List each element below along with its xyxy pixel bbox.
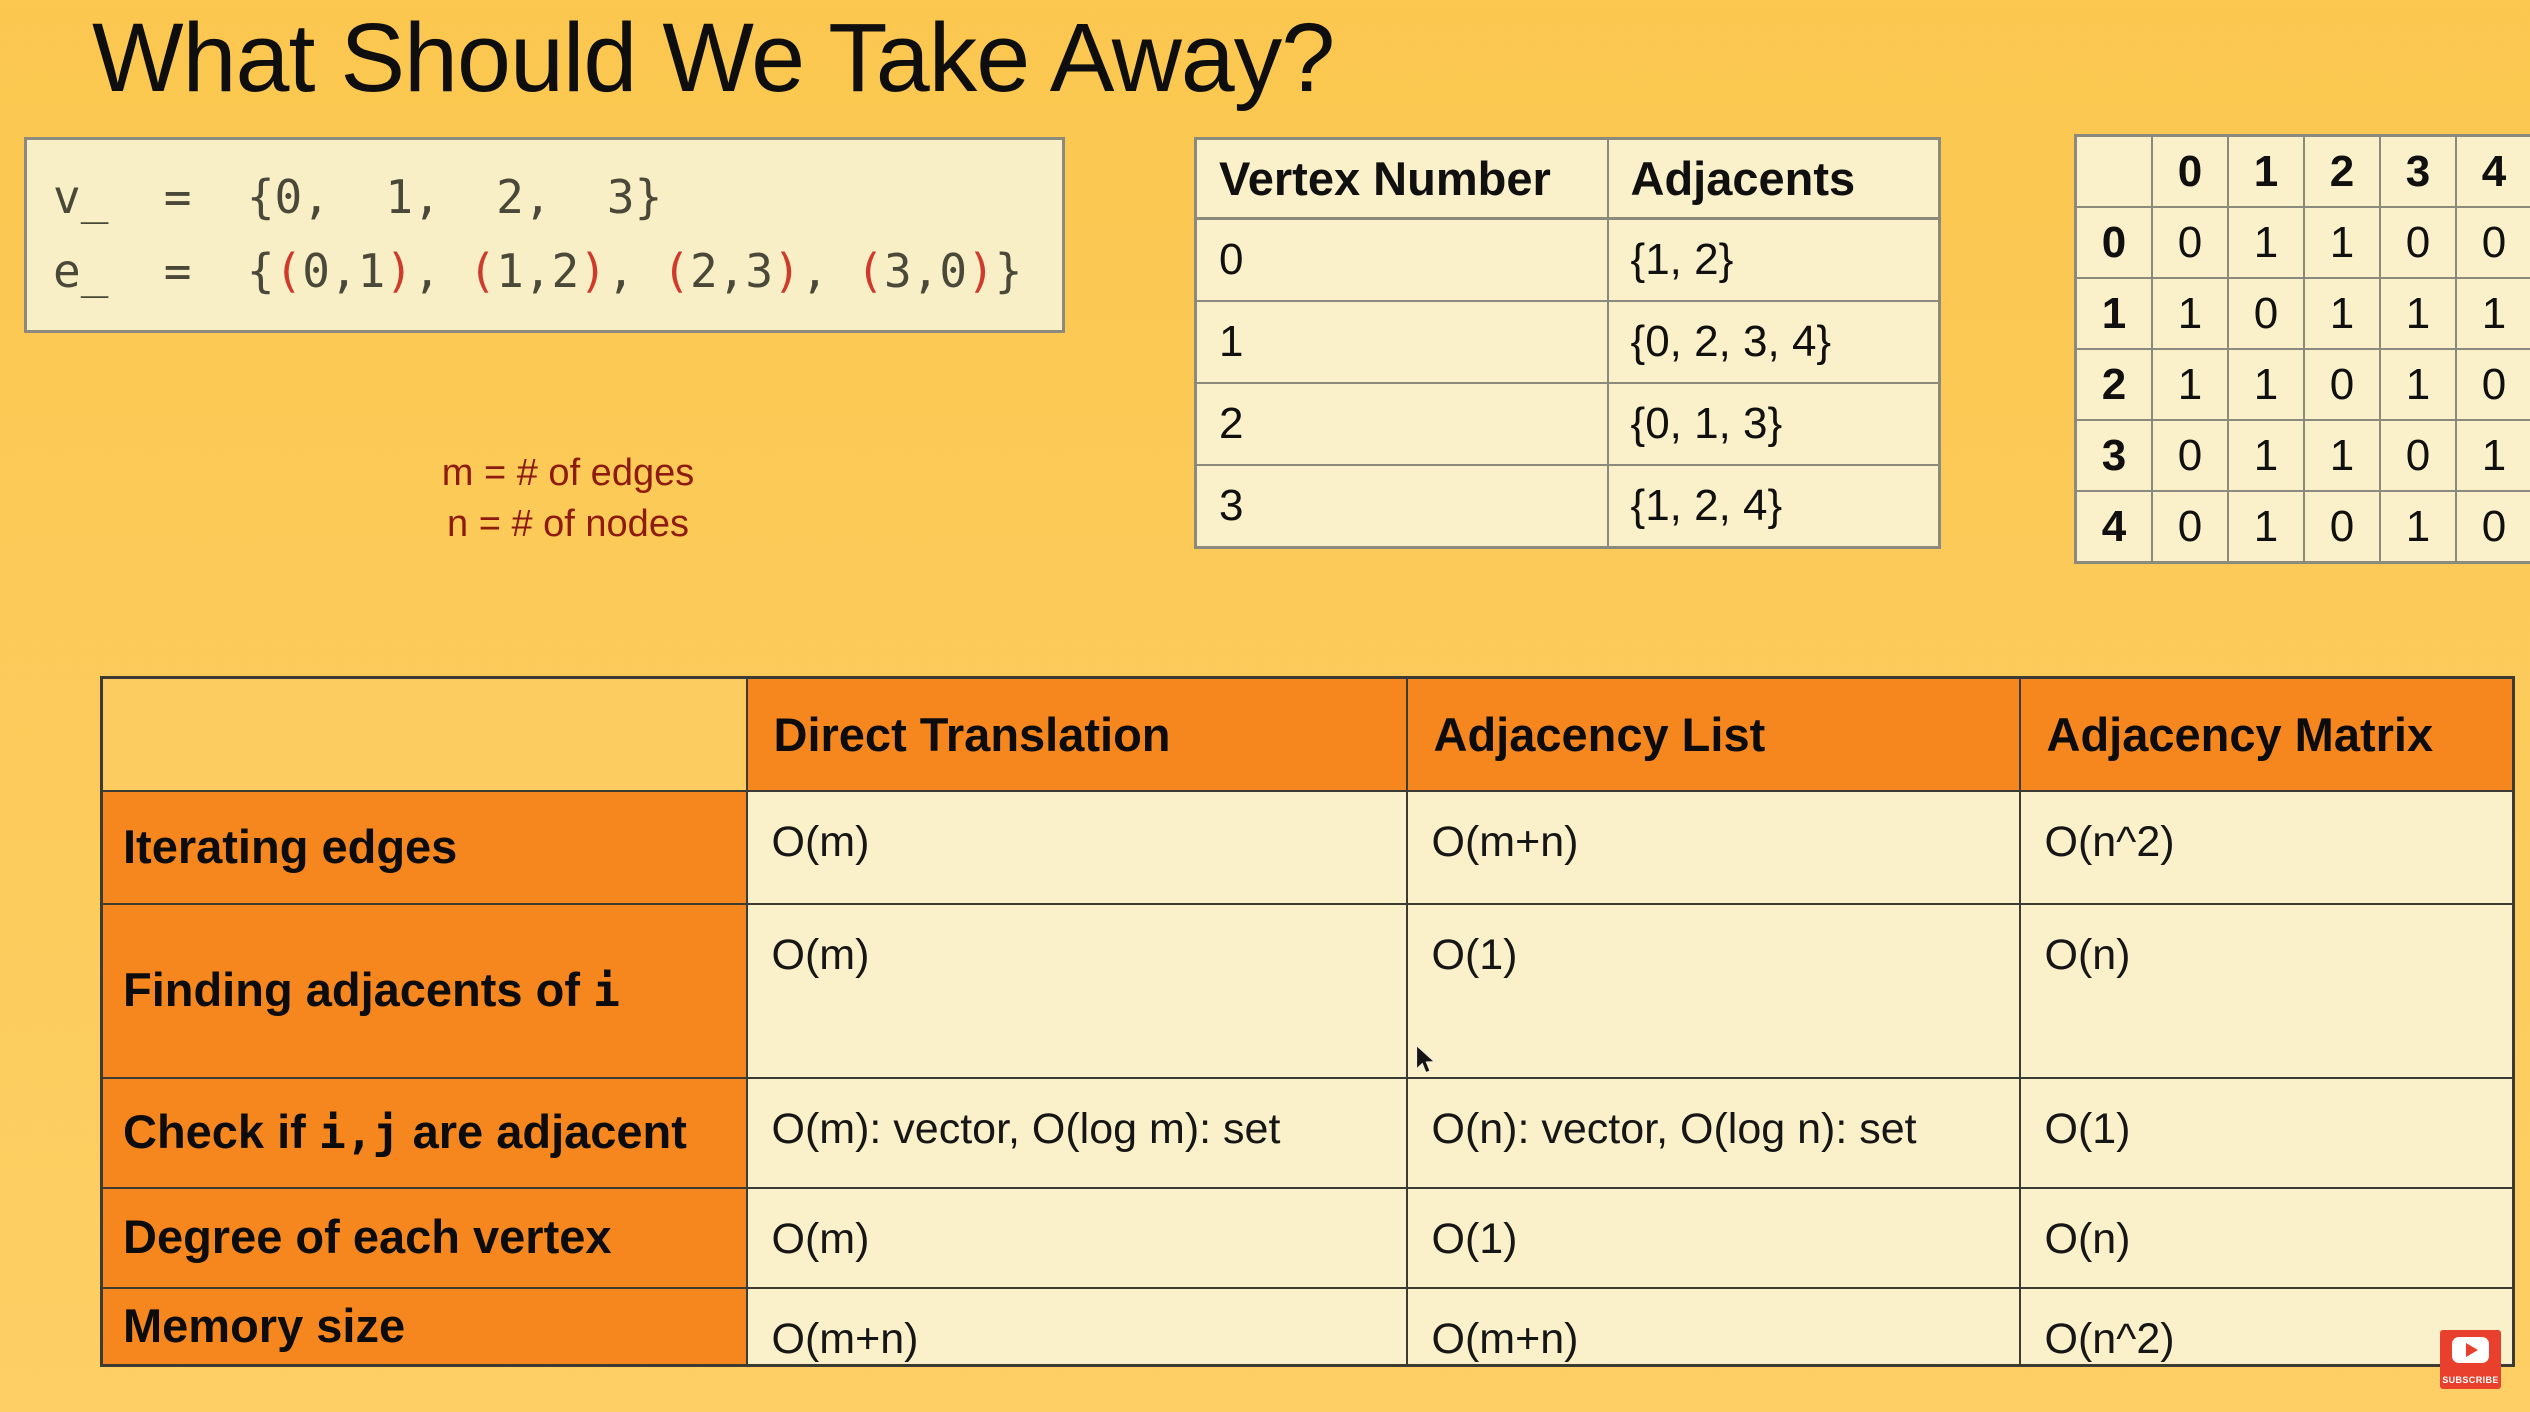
matrix-value-cell: 0 bbox=[2228, 278, 2304, 349]
comparison-value-cell: O(m+n) bbox=[747, 1288, 1407, 1366]
code-token: , bbox=[606, 244, 663, 298]
code-snippet-box bbox=[24, 137, 1065, 333]
comparison-row bbox=[102, 1188, 2514, 1288]
matrix-value-cell: 0 bbox=[2380, 420, 2456, 491]
comparison-row bbox=[102, 1078, 2514, 1188]
code-paren-token: ( bbox=[662, 244, 691, 298]
comparison-row bbox=[102, 791, 2514, 904]
matrix-value-cell: 0 bbox=[2380, 207, 2456, 278]
vertex-table-cell: 2 bbox=[1196, 383, 1608, 465]
matrix-value-cell: 1 bbox=[2228, 491, 2304, 563]
code-paren-token: ( bbox=[468, 244, 497, 298]
matrix-value-cell: 1 bbox=[2152, 278, 2228, 349]
code-token: , bbox=[800, 244, 857, 298]
matrix-row bbox=[2076, 420, 2530, 491]
vertex-table-cell: 3 bbox=[1196, 465, 1608, 548]
matrix-value-cell: 1 bbox=[2304, 420, 2380, 491]
matrix-value-cell: 1 bbox=[2228, 349, 2304, 420]
vertex-table-cell: 0 bbox=[1196, 219, 1608, 302]
comparison-value-cell: O(n^2) bbox=[2020, 1288, 2514, 1366]
youtube-play-icon bbox=[2452, 1337, 2489, 1363]
matrix-row bbox=[2076, 278, 2530, 349]
comparison-value-cell: O(1) bbox=[1407, 1188, 2020, 1288]
matrix-value-cell: 1 bbox=[2228, 420, 2304, 491]
code-paren-token: ) bbox=[773, 244, 801, 298]
vertex-table-row bbox=[1196, 465, 1940, 548]
comparison-row bbox=[102, 904, 2514, 1078]
code-paren-token: ( bbox=[856, 244, 884, 298]
matrix-value-cell: 0 bbox=[2304, 491, 2380, 563]
row-label-code-token: i bbox=[593, 965, 620, 1018]
matrix-value-cell: 1 bbox=[2380, 349, 2456, 420]
comparison-value-cell: O(m): vector, O(log m): set bbox=[747, 1078, 1407, 1188]
vertex-table-row bbox=[1196, 301, 1940, 383]
matrix-value-cell: 0 bbox=[2304, 349, 2380, 420]
comparison-column-header: Adjacency List bbox=[1407, 678, 2020, 791]
mouse-cursor-icon bbox=[1414, 1044, 1440, 1076]
comparison-value-cell: O(1) bbox=[2020, 1078, 2514, 1188]
matrix-row-header: 3 bbox=[2076, 420, 2153, 491]
comparison-row-label bbox=[102, 1288, 747, 1366]
vertex-adjacency-table bbox=[1194, 137, 1941, 549]
matrix-col-header: 4 bbox=[2456, 136, 2530, 208]
code-token: v_ = {0, 1, 2, 3} bbox=[53, 170, 663, 224]
row-label-code-token: i,j bbox=[318, 1107, 400, 1160]
comparison-blank-corner-cell bbox=[102, 678, 747, 791]
comparison-row bbox=[102, 1288, 2514, 1366]
comparison-value-cell: O(m+n) bbox=[1407, 791, 2020, 904]
comparison-value-cell: O(m+n) bbox=[1407, 1288, 2020, 1366]
matrix-row-header: 0 bbox=[2076, 207, 2153, 278]
code-paren-token: ) bbox=[385, 244, 414, 298]
code-paren-token: ( bbox=[274, 244, 303, 298]
comparison-row-label bbox=[102, 1188, 747, 1288]
matrix-row-header: 4 bbox=[2076, 491, 2153, 563]
vertex-table-header-row bbox=[1196, 139, 1940, 219]
vertex-table-header-cell: Vertex Number bbox=[1196, 139, 1608, 219]
code-token: } bbox=[994, 244, 1023, 298]
variable-legend bbox=[420, 448, 716, 550]
vertex-table-cell: {0, 2, 3, 4} bbox=[1608, 301, 1940, 383]
matrix-corner-cell bbox=[2076, 136, 2153, 208]
code-token: 0,1 bbox=[302, 244, 386, 298]
code-line-1 bbox=[53, 160, 1062, 234]
comparison-value-cell: O(m) bbox=[747, 791, 1407, 904]
code-token: 3,0 bbox=[883, 244, 968, 298]
complexity-comparison-table bbox=[100, 676, 2515, 1367]
adjacency-matrix-table bbox=[2074, 134, 2530, 564]
comparison-value-cell: O(n): vector, O(log n): set bbox=[1407, 1078, 2020, 1188]
row-label-text-token: Degree of each vertex bbox=[123, 1210, 612, 1264]
matrix-value-cell: 1 bbox=[2456, 420, 2530, 491]
matrix-value-cell: 0 bbox=[2456, 491, 2530, 563]
row-label-text-token: Check if bbox=[123, 1105, 319, 1159]
matrix-col-header: 3 bbox=[2380, 136, 2456, 208]
row-label-text-token: are adjacent bbox=[399, 1105, 687, 1159]
comparison-row-label bbox=[102, 1078, 747, 1188]
vertex-table-cell: 1 bbox=[1196, 301, 1608, 383]
code-paren-token: ) bbox=[967, 244, 995, 298]
comparison-value-cell: O(n^2) bbox=[2020, 791, 2514, 904]
comparison-row-label bbox=[102, 791, 747, 904]
matrix-row bbox=[2076, 491, 2530, 563]
comparison-column-header: Direct Translation bbox=[747, 678, 1407, 791]
legend-line-edges: m = # of edges bbox=[441, 452, 695, 494]
comparison-header-row bbox=[102, 678, 2514, 791]
matrix-value-cell: 1 bbox=[2456, 278, 2530, 349]
vertex-table-header-cell: Adjacents bbox=[1608, 139, 1940, 219]
vertex-table-cell: {1, 2} bbox=[1608, 219, 1940, 302]
matrix-row-header: 1 bbox=[2076, 278, 2153, 349]
matrix-col-header: 1 bbox=[2228, 136, 2304, 208]
matrix-row-header: 2 bbox=[2076, 349, 2153, 420]
row-label-text-token: Finding adjacents of bbox=[123, 963, 594, 1017]
matrix-value-cell: 1 bbox=[2152, 349, 2228, 420]
code-token: 1,2 bbox=[496, 244, 580, 298]
vertex-table-row bbox=[1196, 219, 1940, 302]
code-line-2 bbox=[53, 234, 1062, 308]
matrix-value-cell: 1 bbox=[2304, 278, 2380, 349]
matrix-value-cell: 1 bbox=[2380, 278, 2456, 349]
comparison-value-cell: O(m) bbox=[747, 1188, 1407, 1288]
code-paren-token: ) bbox=[579, 244, 607, 298]
matrix-value-cell: 0 bbox=[2152, 491, 2228, 563]
matrix-col-header: 2 bbox=[2304, 136, 2380, 208]
matrix-value-cell: 0 bbox=[2152, 207, 2228, 278]
comparison-column-header: Adjacency Matrix bbox=[2020, 678, 2514, 791]
row-label-text-token: Iterating edges bbox=[123, 819, 458, 873]
row-label-text-token: Memory size bbox=[123, 1298, 406, 1352]
play-triangle-icon bbox=[2466, 1343, 2478, 1357]
comparison-value-cell: O(n) bbox=[2020, 1188, 2514, 1288]
code-token: , bbox=[413, 244, 469, 298]
matrix-value-cell: 1 bbox=[2304, 207, 2380, 278]
comparison-row-label bbox=[102, 904, 747, 1078]
matrix-col-header: 0 bbox=[2152, 136, 2228, 208]
page-title: What Should We Take Away? bbox=[92, 3, 1335, 112]
vertex-table-cell: {0, 1, 3} bbox=[1608, 383, 1940, 465]
comparison-value-cell: O(n) bbox=[2020, 904, 2514, 1078]
subscribe-label: SUBSCRIBE bbox=[2442, 1375, 2499, 1385]
code-token: 2,3 bbox=[690, 244, 774, 298]
matrix-header-row bbox=[2076, 136, 2530, 208]
comparison-value-cell: O(1) bbox=[1407, 904, 2020, 1078]
legend-line-nodes: n = # of nodes bbox=[447, 503, 689, 545]
matrix-row bbox=[2076, 207, 2530, 278]
code-token: e_ = { bbox=[53, 244, 275, 298]
vertex-table-cell: {1, 2, 4} bbox=[1608, 465, 1940, 548]
matrix-row bbox=[2076, 349, 2530, 420]
matrix-value-cell: 0 bbox=[2152, 420, 2228, 491]
matrix-value-cell: 0 bbox=[2456, 349, 2530, 420]
comparison-value-cell: O(m) bbox=[747, 904, 1407, 1078]
matrix-value-cell: 1 bbox=[2380, 491, 2456, 563]
subscribe-button[interactable] bbox=[2440, 1330, 2501, 1389]
matrix-value-cell: 1 bbox=[2228, 207, 2304, 278]
vertex-table-row bbox=[1196, 383, 1940, 465]
matrix-value-cell: 0 bbox=[2456, 207, 2530, 278]
